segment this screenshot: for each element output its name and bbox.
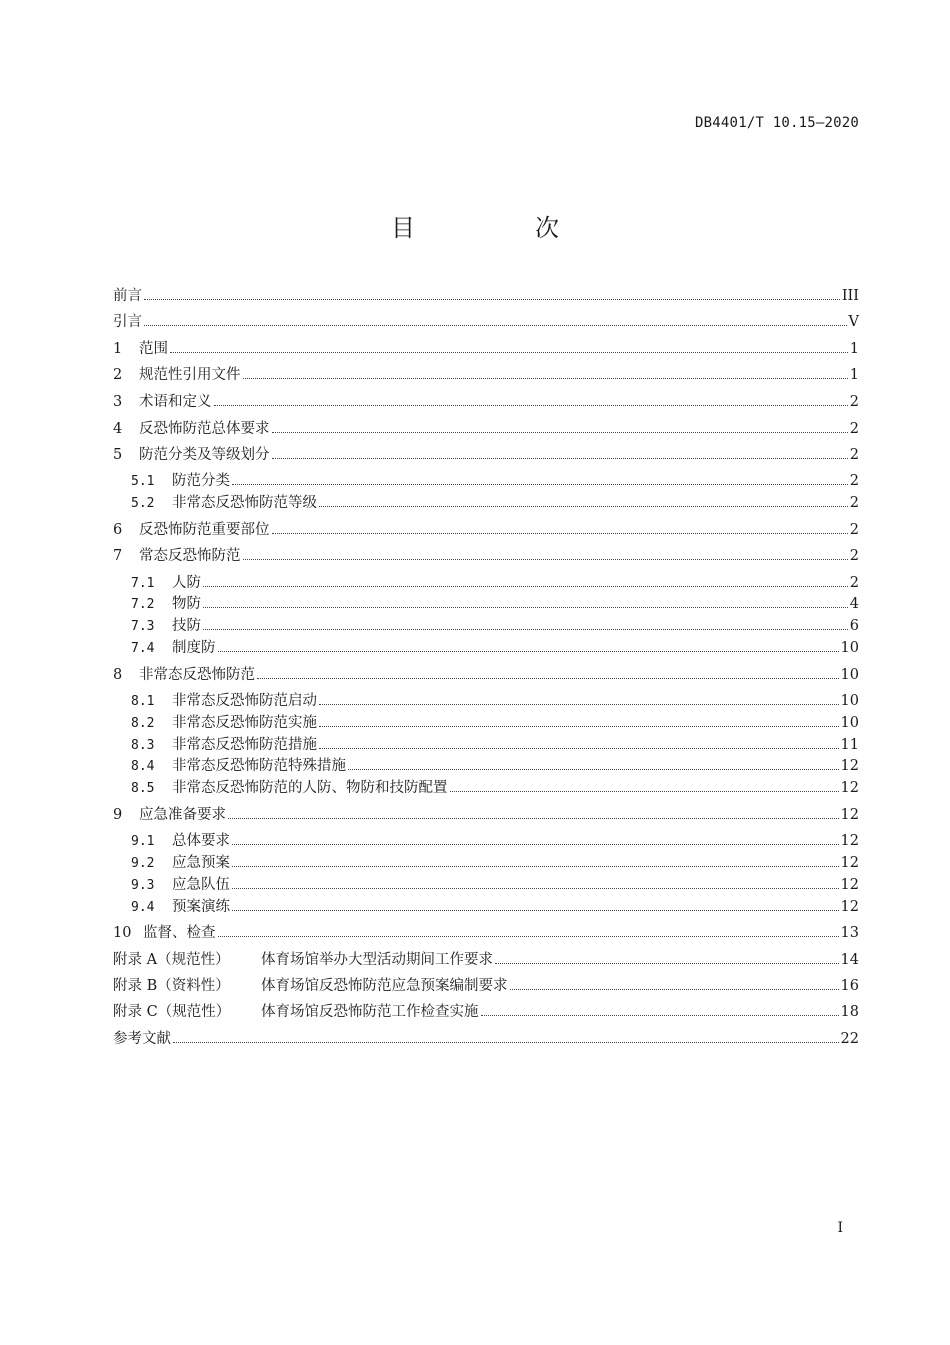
toc-entry-page: 11 [840,737,859,753]
toc-entry-label: 反恐怖防范重要部位 [139,522,270,538]
dot-leader [481,1015,839,1016]
toc-entry[interactable] [113,443,859,464]
toc-entry[interactable] [113,974,859,995]
dot-leader [257,678,839,679]
toc-entry-number: 9.2 [131,856,155,871]
toc-entry-page: 12 [840,780,859,796]
toc-entry-page: 10 [840,640,859,656]
toc-entry-number: 8.2 [131,716,155,731]
toc-entry-number: 9 [113,807,123,823]
dot-leader [228,818,839,819]
toc-entry-label: 预案演练 [172,899,230,915]
toc-entry-label: 术语和定义 [139,394,212,410]
page-title: 目 次 [391,214,607,242]
toc-entry-page: 22 [840,1031,859,1047]
toc-entry[interactable] [113,363,859,384]
toc-entry-page: 1 [849,367,859,383]
toc-entry[interactable] [113,711,859,732]
toc-entry[interactable] [113,1027,859,1048]
toc-entry[interactable] [113,733,859,754]
toc-entry-page: 14 [840,952,859,968]
dot-leader [203,629,848,630]
toc-entry[interactable] [113,491,859,512]
toc-entry-label: 非常态反恐怖防范 [139,667,255,683]
dot-leader [319,704,839,705]
toc-entry-number: 3 [113,394,123,410]
toc-entry-page: 10 [840,715,859,731]
toc-entry-number: 9.4 [131,900,155,915]
dot-leader [218,651,839,652]
toc-entry[interactable] [113,614,859,635]
toc-entry-page: 12 [840,899,859,915]
toc-entry-label: 应急队伍 [172,877,230,893]
dot-leader [319,506,848,507]
toc-entry-label: 制度防 [172,640,216,656]
toc-entry-label: 体育场馆举办大型活动期间工作要求 [261,952,493,968]
dot-leader [450,791,839,792]
dot-leader [510,989,839,990]
toc-entry-page: 12 [840,877,859,893]
toc-entry-label: 人防 [172,575,201,591]
toc-entry-page: 2 [849,473,859,489]
toc-entry-page: 2 [849,522,859,538]
toc-entry-label: 应急预案 [172,855,230,871]
toc-entry-label: 体育场馆反恐怖防范应急预案编制要求 [261,978,508,994]
toc-entry[interactable] [113,829,859,850]
toc-entry-label: 非常态反恐怖防范特殊措施 [172,758,346,774]
toc-entry-number: 5 [113,447,123,463]
toc-entry[interactable] [113,310,859,331]
toc-entry-label: 非常态反恐怖防范实施 [172,715,317,731]
toc-entry-label: 应急准备要求 [139,807,226,823]
document-code: DB4401/T 10.15—2020 [695,115,859,131]
toc-entry-label: 防范分类及等级划分 [139,447,270,463]
toc-entry-page: 6 [849,618,859,634]
toc-entry[interactable] [113,592,859,613]
toc-entry-label: 前言 [113,288,142,304]
toc-entry-number: 8 [113,667,123,683]
toc-entry[interactable] [113,1000,859,1021]
toc-entry-page: 4 [849,596,859,612]
toc-entry-number: 7.3 [131,619,155,634]
toc-entry-number: 1 [113,341,123,357]
toc-entry-number: 9.3 [131,878,155,893]
toc-entry-label: 范围 [139,341,168,357]
dot-leader [232,844,839,845]
toc-entry[interactable] [113,921,859,942]
toc-entry-label: 非常态反恐怖防范启动 [172,693,317,709]
toc-entry-number: 7 [113,548,123,564]
toc-entry[interactable] [113,337,859,358]
toc-entry-number: 4 [113,421,123,437]
toc-entry-number: 7.1 [131,576,155,591]
toc-entry-number: 9.1 [131,834,155,849]
toc-entry[interactable] [113,948,859,969]
toc-entry-label: 非常态反恐怖防范的人防、物防和技防配置 [172,780,448,796]
toc-entry-label: 反恐怖防范总体要求 [139,421,270,437]
toc-entry-page: 2 [849,421,859,437]
toc-entry-number: 10 [113,925,132,941]
toc-entry[interactable] [113,851,859,872]
toc-entry[interactable] [113,518,859,539]
toc-entry-page: 12 [840,833,859,849]
toc-entry-page: 1 [849,341,859,357]
toc-entry-label: 总体要求 [172,833,230,849]
dot-leader [495,963,839,964]
toc-entry-page: V [848,314,859,330]
toc-entry[interactable] [113,754,859,775]
toc-entry[interactable] [113,544,859,565]
toc-entry[interactable] [113,284,859,305]
toc-entry-number: 6 [113,522,123,538]
toc-entry[interactable] [113,776,859,797]
dot-leader [319,748,839,749]
toc-entry-page: 2 [849,447,859,463]
dot-leader [232,910,839,911]
dot-leader [144,299,840,300]
toc-entry-page: 13 [840,925,859,941]
toc-entry-page: 12 [840,758,859,774]
toc-entry-label: 技防 [172,618,201,634]
toc-entry-number: 5.2 [131,496,155,511]
toc-entry-number: 8.3 [131,738,155,753]
dot-leader [214,405,848,406]
toc-entry[interactable] [113,663,859,684]
toc-entry-label: 常态反恐怖防范 [139,548,241,564]
toc-entry-page: 12 [840,807,859,823]
toc-entry-page: 18 [840,1004,859,1020]
toc-entry[interactable] [113,469,859,490]
toc-entry-page: III [841,288,859,304]
toc-entry-label: 规范性引用文件 [139,367,241,383]
dot-leader [243,378,848,379]
toc-entry-label: 非常态反恐怖防范措施 [172,737,317,753]
toc-entry-label: 参考文献 [113,1031,171,1047]
toc-entry-label: 物防 [172,596,201,612]
toc-entry[interactable] [113,417,859,438]
dot-leader [232,888,839,889]
dot-leader [232,866,839,867]
dot-leader [170,352,848,353]
toc-entry-label: 体育场馆反恐怖防范工作检查实施 [261,1004,479,1020]
toc-entry[interactable] [113,390,859,411]
toc-entry-label: 引言 [113,314,142,330]
dot-leader [243,559,848,560]
dot-leader [144,325,847,326]
dot-leader [218,936,839,937]
dot-leader [203,607,848,608]
toc-entry-number: 附录 A（规范性） [113,952,230,968]
toc-entry-label: 防范分类 [172,473,230,489]
toc-entry-number: 8.4 [131,759,155,774]
toc-entry-page: 12 [840,855,859,871]
toc-entry-number: 7.2 [131,597,155,612]
dot-leader [348,769,839,770]
toc-entry-number: 附录 B（资料性） [113,978,230,994]
toc-entry-number: 2 [113,367,123,383]
toc-entry[interactable] [113,873,859,894]
toc-entry-label: 监督、检查 [143,925,216,941]
toc-entry-page: 2 [849,394,859,410]
dot-leader [173,1042,839,1043]
toc-entry-page: 2 [849,495,859,511]
toc-entry-page: 16 [840,978,859,994]
toc-entry-number: 8.1 [131,694,155,709]
toc-entry[interactable] [113,636,859,657]
toc-entry-page: 2 [849,575,859,591]
dot-leader [232,484,848,485]
toc-entry-number: 附录 C（规范性） [113,1004,231,1020]
toc-entry[interactable] [113,571,859,592]
dot-leader [272,533,848,534]
toc-entry-number: 8.5 [131,781,155,796]
toc-entry[interactable] [113,895,859,916]
toc-entry-number: 7.4 [131,641,155,656]
dot-leader [203,586,848,587]
toc-entry-label: 非常态反恐怖防范等级 [172,495,317,511]
dot-leader [272,458,848,459]
toc-entry-page: 2 [849,548,859,564]
toc-entry[interactable] [113,803,859,824]
toc-entry-page: 10 [840,693,859,709]
toc-entry-number: 5.1 [131,474,155,489]
dot-leader [272,432,848,433]
toc-entry-page: 10 [840,667,859,683]
dot-leader [319,726,839,727]
page-number: I [837,1220,843,1236]
toc-entry[interactable] [113,689,859,710]
